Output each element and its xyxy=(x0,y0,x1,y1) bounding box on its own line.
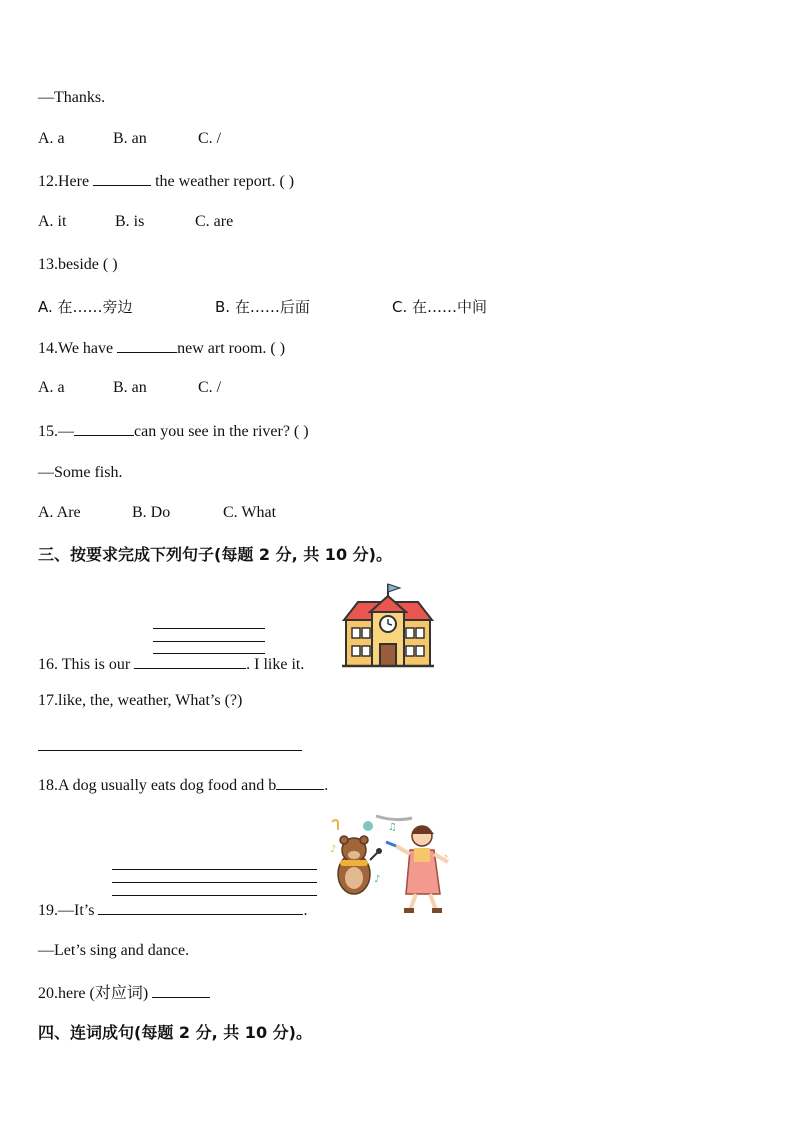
q19-writing-line-3[interactable] xyxy=(112,895,317,896)
q12-option-b: B. is xyxy=(115,213,145,230)
q15-option-b: B. Do xyxy=(132,504,171,521)
q19-writing-line-2[interactable] xyxy=(112,882,317,883)
q17-question: 17.like, the, weather, What’s (?) xyxy=(38,692,243,709)
bear-and-girl-singing-icon xyxy=(326,812,456,918)
q12-blank[interactable] xyxy=(93,171,151,186)
svg-text:♪: ♪ xyxy=(374,874,381,885)
q14-text-post: new art room. ( ) xyxy=(177,340,286,357)
q15-answer-line: —Some fish. xyxy=(38,464,123,481)
q12-text-post: the weather report. ( ) xyxy=(151,173,295,190)
q17-answer-line[interactable] xyxy=(38,750,302,751)
q11-option-a: A. a xyxy=(38,130,65,147)
q15-question xyxy=(38,421,309,442)
q16-writing-line-2[interactable] xyxy=(153,641,265,642)
q19-text-pre: 19.—It’s xyxy=(38,902,99,919)
q19-question xyxy=(38,900,307,921)
q19-writing-line-1[interactable] xyxy=(112,869,317,870)
svg-text:♪: ♪ xyxy=(330,844,337,855)
q15-text-pre: 15.— xyxy=(38,423,74,440)
q15-option-c: C. What xyxy=(223,504,277,521)
q16-writing-line-1[interactable] xyxy=(153,628,265,629)
q15-text-post: can you see in the river? ( ) xyxy=(134,423,309,440)
q19-writing-line-4[interactable] xyxy=(98,900,303,915)
q18-question xyxy=(38,775,328,796)
q20-text-pre: 20.here (对应词) xyxy=(38,985,153,1002)
q14-text-pre: 14.We have xyxy=(38,340,118,357)
q14-blank[interactable] xyxy=(117,338,177,353)
q19-answer-line: —Let’s sing and dance. xyxy=(38,942,190,959)
q18-blank[interactable] xyxy=(276,775,324,790)
q14-question xyxy=(38,338,285,359)
section-3-title: 三、按要求完成下列句子(每题 2 分, 共 10 分)。 xyxy=(38,545,392,564)
q16-question xyxy=(38,654,304,675)
q18-text-pre: 18.A dog usually eats dog food and b xyxy=(38,777,277,794)
q12-option-c: C. are xyxy=(195,213,234,230)
school-building-icon xyxy=(340,578,436,670)
section-4-title: 四、连词成句(每题 2 分, 共 10 分)。 xyxy=(38,1023,312,1042)
q20-blank[interactable] xyxy=(152,983,210,998)
q14-option-b: B. an xyxy=(113,379,147,396)
svg-text:♫: ♫ xyxy=(388,822,397,833)
q15-blank[interactable] xyxy=(74,421,134,436)
q19-text-post: . xyxy=(303,902,308,919)
q12-option-a: A. it xyxy=(38,213,67,230)
q11-answer-line: —Thanks. xyxy=(38,89,106,106)
q18-text-post: . xyxy=(324,777,329,794)
q15-option-a: A. Are xyxy=(38,504,81,521)
q14-option-a: A. a xyxy=(38,379,65,396)
q11-option-b: B. an xyxy=(113,130,147,147)
q13-question: 13.beside ( ) xyxy=(38,256,118,273)
q20-question xyxy=(38,983,210,1004)
q11-option-c: C. / xyxy=(198,130,222,147)
q12-question xyxy=(38,171,294,192)
q16-writing-line-4[interactable] xyxy=(134,654,246,669)
q14-option-c: C. / xyxy=(198,379,222,396)
q13-option-b: B. 在……后面 xyxy=(215,298,310,316)
q16-text-pre: 16. This is our xyxy=(38,656,135,673)
q12-text-pre: 12.Here xyxy=(38,173,94,190)
q13-option-a: A. 在……旁边 xyxy=(38,298,133,316)
q13-option-c: C. 在……中间 xyxy=(392,298,488,316)
q16-text-post: . I like it. xyxy=(246,656,305,673)
